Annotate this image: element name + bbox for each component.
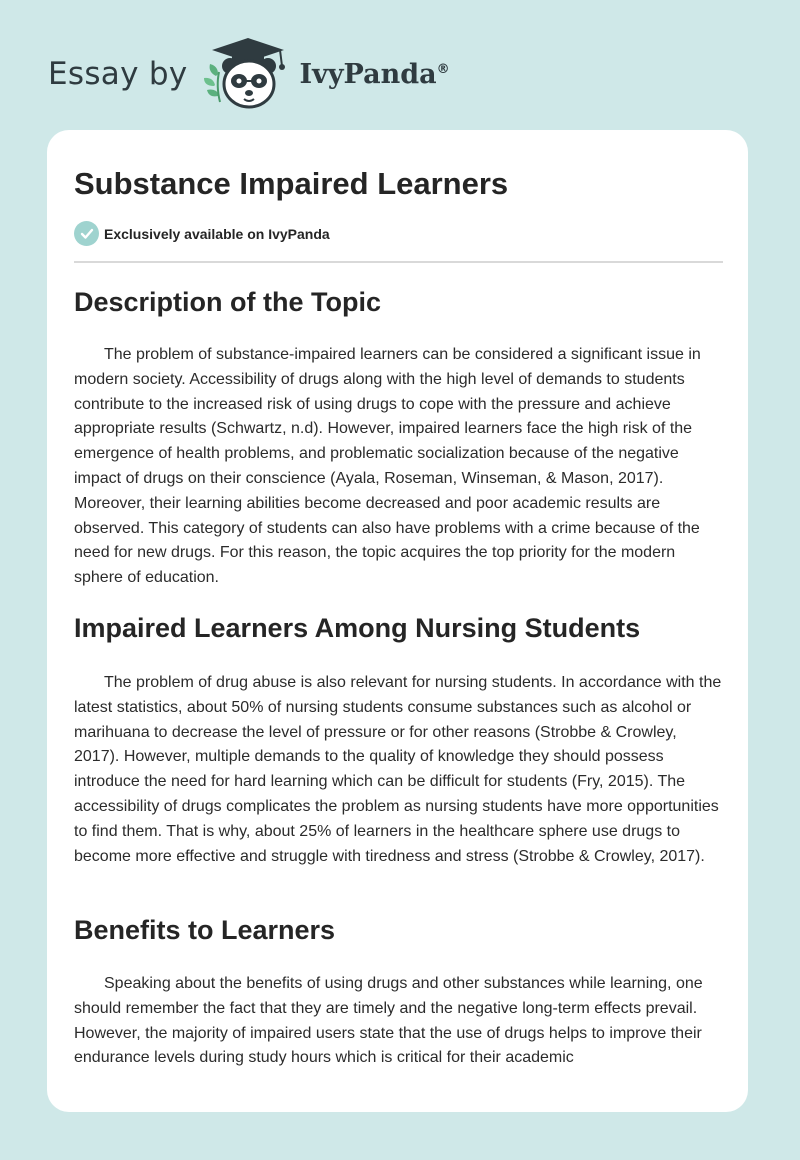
panda-logo-icon: [202, 36, 294, 112]
exclusive-badge-label: Exclusively available on IvyPanda: [104, 225, 330, 242]
ivypanda-logo[interactable]: [202, 36, 450, 112]
essay-card: [47, 130, 748, 1112]
section-paragraph: The problem of substance-impaired learners can be considered a significant issue in modern society. Accessibility of drugs along with the high level of demands to students contribute to the increased risk of using drugs to cope with the pressure and achieve appropriate results (Schwartz, n.d). However, impaired learners face the high risk of the emergence of health problems, and problematic socialization because of the negative impact of drugs on their conscience (Ayala, Roseman, Winseman, & Mason, 2017). Moreover, their learning abilities become decreased and poor academic results are observed. This category of students can also have problems with a crime because of the need for new drugs. For this reason, the topic acquires the top priority for the modern sphere of education.: [74, 346, 701, 587]
registered-mark: ®: [436, 61, 450, 77]
check-icon: [74, 221, 99, 246]
title-divider: [74, 261, 723, 263]
exclusive-badge: [74, 221, 330, 246]
brand-name: IvyPanda®: [299, 58, 450, 90]
section-heading: Benefits to Learners: [74, 915, 336, 945]
section-paragraph: The problem of drug abuse is also relevant for nursing students. In accordance with the latest statistics, about 50% of nursing students consume substances such as alcohol or marihuana to decrease the level of pressure or for other reasons (Strobbe & Crowley, 2017). However, multiple demands to the quality of knowledge they should possess introduce the need for hard learning which can be difficult for students (Fry, 2015). The accessibility of drugs complicates the problem as nursing students have more opportunities to find them. That is why, about 25% of learners in the healthcare sphere use drugs to become more effective and struggle with tiredness and stress (Strobbe & Crowley, 2017).: [74, 674, 722, 865]
essay-title: Substance Impaired Learners: [74, 166, 509, 201]
section-paragraph: Speaking about the benefits of using drugs and other substances while learning, one should remember the fact that they are timely and the negative long-term effects prevail. However, the majority of impaired users state that the use of drugs helps to improve their endurance levels during study hours which is critical for their academic: [74, 975, 703, 1067]
essay-by-label: Essay by: [48, 56, 188, 92]
section-heading: Description of the Topic: [74, 287, 382, 317]
section-heading: Impaired Learners Among Nursing Students: [74, 613, 641, 643]
site-header: [48, 36, 450, 112]
